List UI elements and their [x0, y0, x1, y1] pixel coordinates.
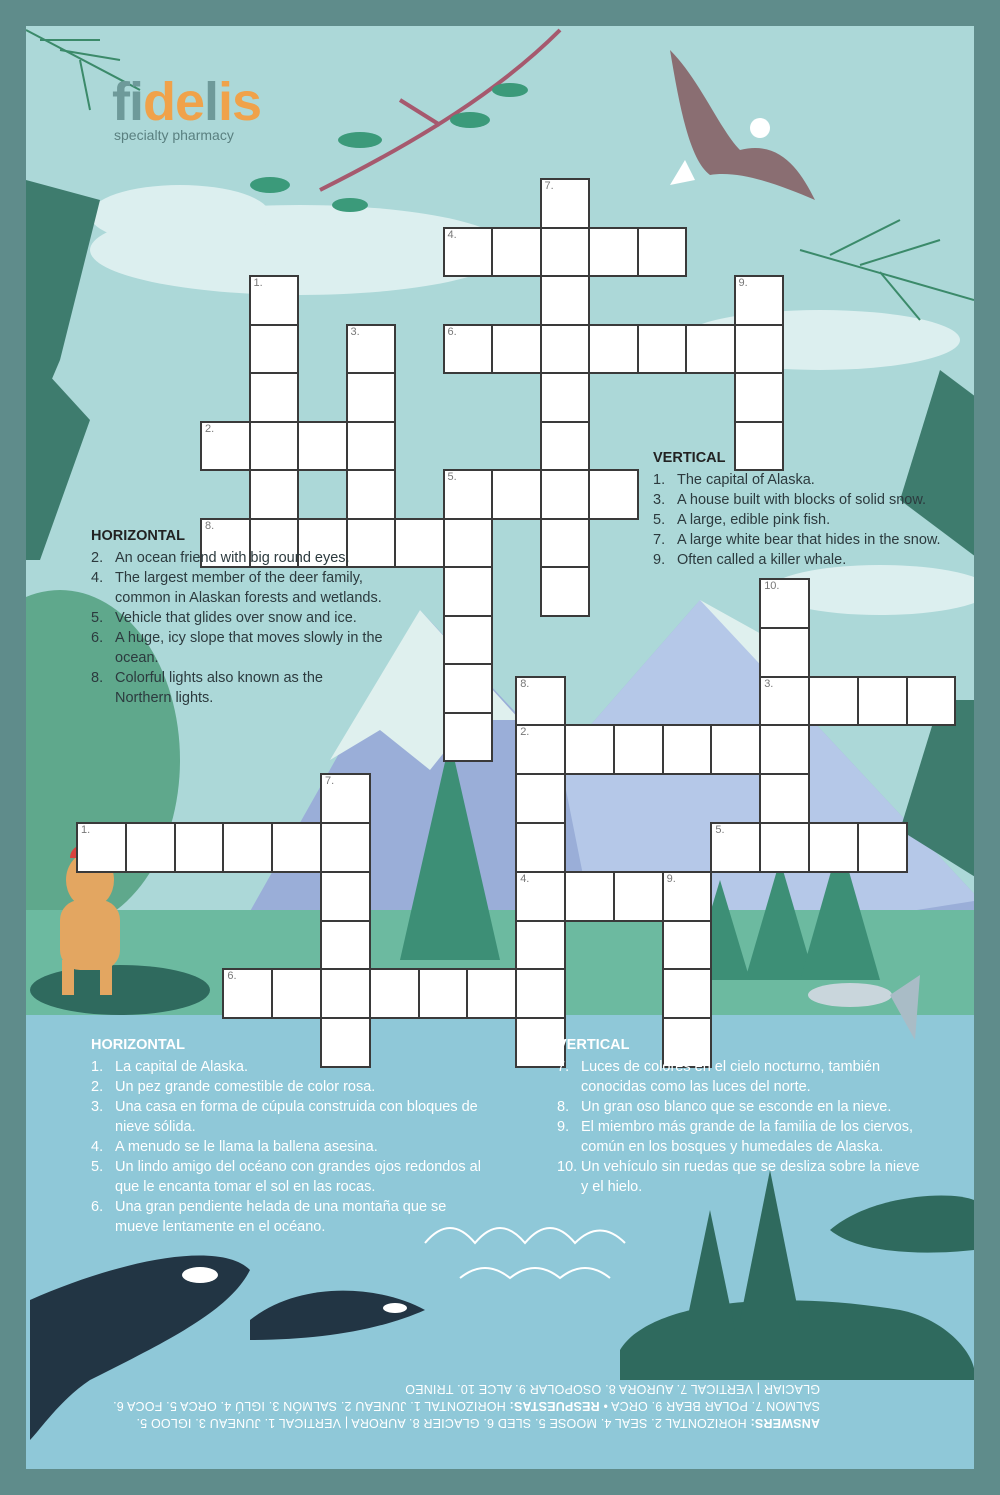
crossword-cell[interactable] — [808, 676, 859, 727]
clue: 3. Una casa en forma de cúpula construida con bloques de nieve sólida. — [91, 1099, 478, 1135]
clue-number: 9. — [666, 872, 676, 885]
crossword-cell[interactable] — [320, 920, 371, 971]
crossword-cell[interactable] — [613, 724, 664, 775]
crossword-cell[interactable] — [857, 822, 908, 873]
clue: 1. La capital de Alaska. — [91, 1059, 249, 1075]
clue-number: 8. — [205, 519, 215, 532]
english-vertical-clues — [653, 448, 983, 570]
clue-number: 6. — [227, 970, 237, 983]
clue: 3. A house built with blocks of solid snow. — [653, 492, 927, 508]
clue-number: 3. — [764, 677, 774, 690]
clue-number: 2. — [205, 422, 215, 435]
clue: 7. Luces de colores en el cielo nocturno, también conocidas como las luces del norte. — [557, 1059, 881, 1095]
clue-number: 4. — [447, 228, 457, 241]
clue: 5. Vehicle that glides over snow and ice. — [91, 610, 357, 626]
crossword-cell[interactable] — [466, 968, 517, 1019]
clue-number: 5. — [715, 824, 725, 836]
clues-heading: VERTICAL — [557, 1037, 630, 1053]
clues-heading: HORIZONTAL — [91, 1037, 185, 1053]
crossword-cell[interactable] — [759, 627, 810, 678]
clues-heading: VERTICAL — [653, 450, 726, 466]
clue-number: 7. — [325, 775, 335, 788]
spanish-vertical-clues — [557, 1035, 937, 1197]
crossword-cell[interactable] — [271, 968, 322, 1019]
crossword-cell[interactable] — [515, 773, 566, 824]
clue-number: 4. — [520, 872, 530, 885]
spanish-horizontal-clues — [91, 1035, 501, 1237]
clue: 5. Un lindo amigo del océano con grandes ojos redondos al que le encanta tomar el sol en las rocas. — [91, 1159, 481, 1195]
crossword-cell[interactable] — [515, 968, 566, 1019]
crossword-cell[interactable] — [613, 871, 664, 922]
clue-number: 10. — [764, 580, 780, 592]
crossword-cell[interactable] — [759, 822, 810, 873]
clue: 6. Una gran pendiente helada de una montaña que se mueve lentamente en el océano. — [91, 1199, 447, 1235]
clue-number: 9. — [738, 277, 748, 289]
crossword-cell[interactable] — [515, 920, 566, 971]
crossword-cell[interactable] — [808, 822, 859, 873]
crossword-cell[interactable] — [710, 724, 761, 775]
clue: 7. A large white bear that hides in the snow. — [653, 532, 941, 548]
crossword-cell[interactable] — [320, 968, 371, 1019]
crossword-cell[interactable] — [759, 773, 810, 824]
clue: 6. A huge, icy slope that moves slowly in the ocean. — [91, 630, 383, 666]
clue-number: 8. — [520, 677, 530, 690]
clue: 8. Un gran oso blanco que se esconde en la nieve. — [557, 1099, 892, 1115]
crossword-cell[interactable] — [271, 822, 322, 873]
clue: 2. Un pez grande comestible de color rosa. — [91, 1079, 376, 1095]
crossword-cell[interactable] — [662, 968, 713, 1019]
crossword-cell[interactable] — [662, 724, 713, 775]
crossword-cell[interactable] — [320, 822, 371, 873]
crossword-cell[interactable] — [857, 676, 908, 727]
clue: 5. A large, edible pink fish. — [653, 512, 831, 528]
crossword-cell[interactable] — [320, 871, 371, 922]
clue: 4. A menudo se le llama la ballena asesina. — [91, 1139, 378, 1155]
clue-number: 3. — [350, 325, 360, 338]
clue-number: 1. — [253, 277, 263, 289]
clue-number: 2. — [520, 726, 530, 739]
clue-number: 6. — [447, 325, 457, 338]
clue-number: 1. — [81, 824, 91, 836]
clue: 2. An ocean friend with big round eyes. — [91, 550, 350, 566]
clue: 8. Colorful lights also known as the Northern lights. — [91, 670, 323, 706]
clues-heading: HORIZONTAL — [91, 528, 185, 544]
crossword-cell[interactable] — [515, 822, 566, 873]
clue: 1. The capital of Alaska. — [653, 472, 815, 488]
clue: 4. The largest member of the deer family, common in Alaskan forests and wetlands. — [91, 570, 382, 606]
crossword-cell[interactable] — [125, 822, 176, 873]
crossword-cell[interactable] — [222, 822, 273, 873]
crossword-cell[interactable] — [564, 724, 615, 775]
crossword-cell[interactable] — [418, 968, 469, 1019]
crossword-cell[interactable] — [564, 871, 615, 922]
crossword-cell[interactable] — [369, 968, 420, 1019]
clue-number: 5. — [447, 471, 457, 483]
answer-key: ANSWERS: HORIZONTAL 2. SEAL 4. MOOSE 5. SLED 6. GLACIER 8. AURORA | VERTICAL 1. JUNEAU 3. IGLOO 5. SALMON 7. POLAR BEAR 9. ORCA • RESPUESTAS: HORIZONTAL 1. JUNEAU 2. SALMÓN 3. IGLÚ 4. ORCA 5. FOCA 6. GLACIAR | VERTICAL 7. AURORA 8. OSOPOLAR 9. ALCE 10. TRINEO — [112, 1382, 820, 1430]
crossword-cell[interactable] — [174, 822, 225, 873]
logo-tagline: specialty pharmacy — [114, 127, 234, 143]
crossword-cell[interactable] — [759, 724, 810, 775]
logo-wordmark: fidelis — [112, 72, 262, 132]
english-horizontal-clues — [91, 526, 421, 708]
clue: 9. Often called a killer whale. — [653, 552, 847, 568]
clue: 9. El miembro más grande de la familia de los ciervos, común en los bosques y humedales de Alaska. — [557, 1119, 914, 1155]
clue: 10. Un vehículo sin ruedas que se desliza sobre la nieve y el hielo. — [557, 1159, 920, 1195]
crossword-cell[interactable] — [906, 676, 957, 727]
clue-number: 7. — [544, 180, 554, 192]
crossword-cell[interactable] — [662, 920, 713, 971]
